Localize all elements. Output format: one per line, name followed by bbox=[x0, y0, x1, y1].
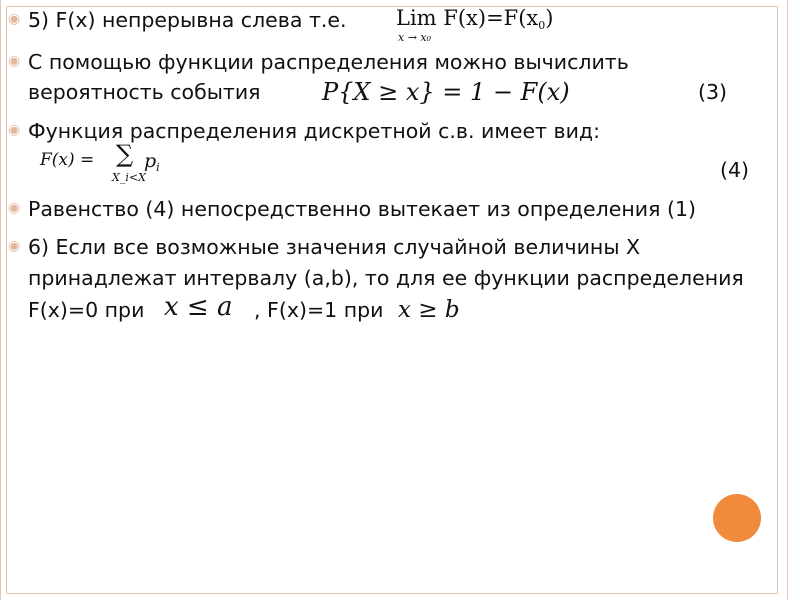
limit-expression bbox=[396, 6, 553, 32]
equation-4-under: X_i<X bbox=[112, 171, 146, 184]
orange-circle-icon bbox=[713, 494, 761, 542]
text-line-3: Функция распределения дискретной с.в. имеет вид: bbox=[28, 119, 600, 143]
equation-4-number: (4) bbox=[720, 158, 750, 182]
bullet-icon: ◉ bbox=[8, 11, 21, 27]
text-line-5c-part2: , F(x)=1 при bbox=[254, 298, 384, 322]
inequality-x-le-a: x ≤ a bbox=[164, 292, 233, 322]
bullet-icon: ◉ bbox=[8, 122, 21, 138]
text-line-2a: С помощью функции распределения можно вычислить bbox=[28, 50, 629, 74]
lim-rhs-close: ) bbox=[545, 6, 554, 30]
text-line-5b: принадлежат интервалу (a,b), то для ее функции распределения bbox=[28, 266, 744, 290]
bullet-icon: ◉ bbox=[8, 53, 21, 69]
text-line-5c-part1: F(x)=0 при bbox=[28, 298, 145, 322]
text-line-4: Равенство (4) непосредственно вытекает из определения (1) bbox=[28, 197, 696, 221]
lim-word: Lim bbox=[396, 6, 437, 30]
lim-under: x → x₀ bbox=[398, 31, 432, 44]
equation-3: P{X ≥ x} = 1 − F(x) bbox=[322, 78, 570, 106]
bullet-icon: ◉ bbox=[8, 238, 21, 254]
equation-4-lhs: F(x) = bbox=[40, 150, 95, 170]
inequality-x-ge-b: x ≥ b bbox=[398, 297, 460, 323]
bullet-icon: ◉ bbox=[8, 200, 21, 216]
equation-4-sigma: ∑ bbox=[116, 140, 134, 168]
lim-rhs-sub: 0 bbox=[538, 19, 546, 32]
text-line-2b: вероятность события bbox=[28, 80, 261, 104]
text-line-5a: 6) Если все возможные значения случайной величины X bbox=[28, 235, 641, 259]
equation-4-term: $p_i$ bbox=[144, 150, 160, 174]
text-line-1: 5) F(x) непрерывна слева т.е. bbox=[28, 8, 347, 32]
lim-rhs: F(x)=F(x bbox=[443, 6, 539, 30]
equation-3-number: (3) bbox=[698, 80, 728, 104]
